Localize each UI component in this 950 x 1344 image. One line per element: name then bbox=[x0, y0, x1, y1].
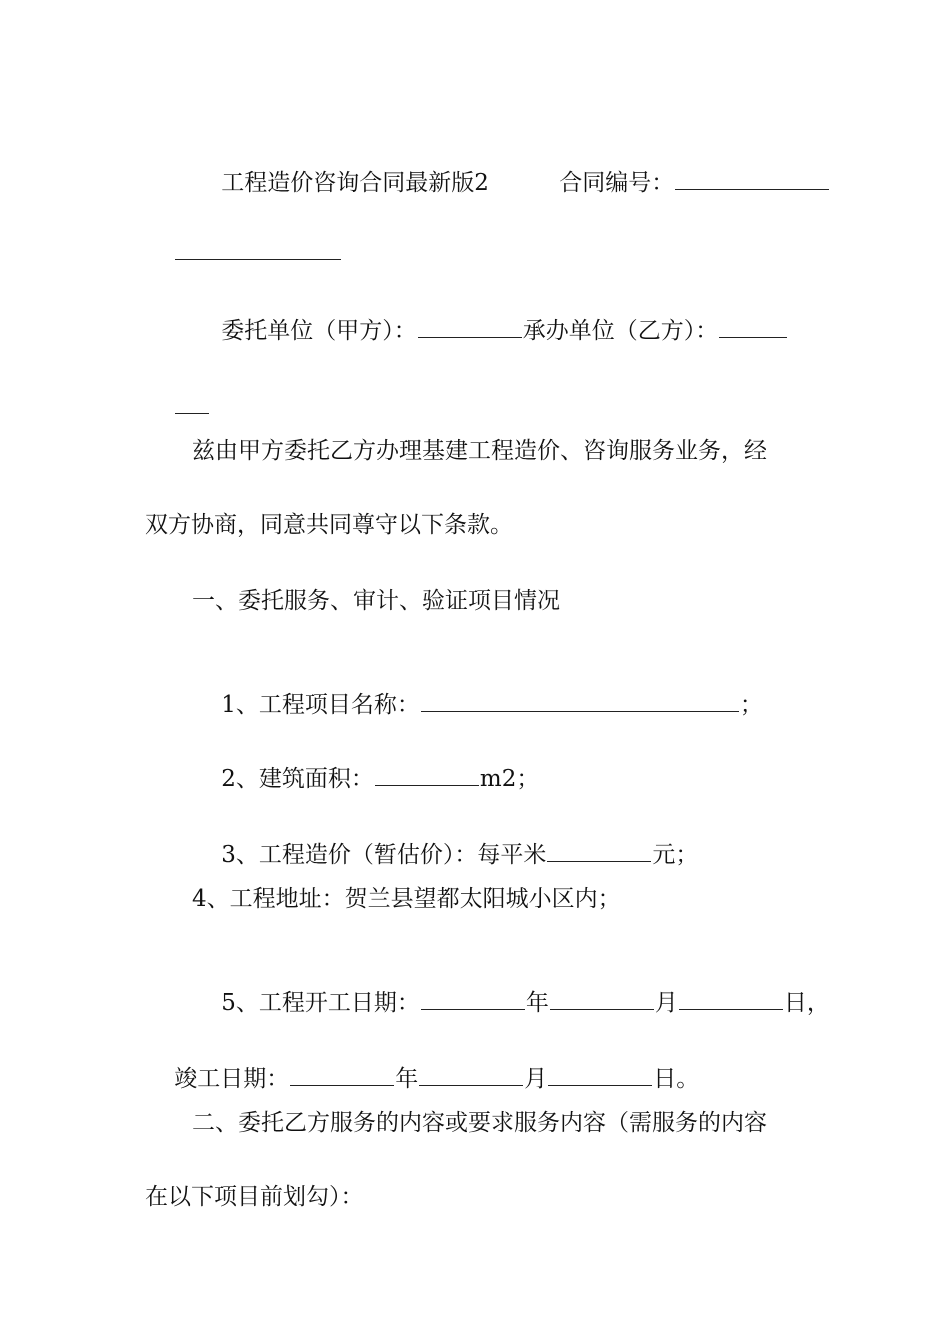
end-day-blank bbox=[548, 1065, 652, 1086]
contract-no-label: 合同编号： bbox=[559, 170, 675, 196]
contractor-blank bbox=[719, 317, 787, 338]
intro-line-1: 兹由甲方委托乙方办理基建工程造价、咨询服务业务，经 bbox=[192, 438, 767, 464]
item-2-line bbox=[192, 734, 540, 792]
client-blank bbox=[418, 317, 522, 338]
section-1-heading: 一、委托服务、审计、验证项目情况 bbox=[192, 588, 560, 614]
end-day-label: 日。 bbox=[653, 1066, 700, 1092]
item-3-line bbox=[192, 810, 699, 868]
contract-no-line bbox=[530, 138, 830, 196]
client-label: 委托单位（甲方）： bbox=[221, 318, 417, 344]
completion-line bbox=[145, 1034, 700, 1092]
contract-no-blank bbox=[675, 169, 829, 190]
section-2-line-2: 在以下项目前划勾）： bbox=[145, 1184, 364, 1210]
title-line bbox=[192, 138, 489, 196]
completion-label: 竣工日期： bbox=[174, 1066, 290, 1092]
area-blank bbox=[375, 765, 479, 786]
contract-no-continuation bbox=[145, 208, 342, 238]
start-year-blank bbox=[421, 989, 525, 1010]
end-month-blank bbox=[419, 1065, 523, 1086]
contractor-label: 承办单位（乙方）： bbox=[522, 318, 719, 344]
contractor-blank-continuation bbox=[145, 362, 210, 392]
project-name-blank bbox=[421, 691, 739, 712]
item-3-unit: 元； bbox=[652, 842, 699, 868]
start-year-label: 年 bbox=[525, 990, 549, 1016]
item-3-label: 3、工程造价（暂估价）：每平米 bbox=[221, 842, 547, 868]
parties-line bbox=[192, 286, 788, 344]
item-5-line bbox=[192, 958, 830, 1016]
item-2-unit: m2； bbox=[479, 766, 540, 792]
contract-no-blank-cont bbox=[175, 239, 341, 260]
item-1-end: ； bbox=[739, 692, 763, 718]
contractor-blank-cont bbox=[175, 393, 209, 414]
price-blank bbox=[547, 841, 651, 862]
start-day-blank bbox=[679, 989, 783, 1010]
item-2-label: 2、建筑面积： bbox=[221, 766, 374, 792]
end-month-label: 月 bbox=[524, 1066, 548, 1092]
item-5-label: 5、工程开工日期： bbox=[221, 990, 420, 1016]
item-1-line bbox=[192, 660, 763, 718]
start-month-label: 月 bbox=[654, 990, 678, 1016]
item-1-label: 1、工程项目名称： bbox=[221, 692, 420, 718]
document-title: 工程造价咨询合同最新版2 bbox=[221, 170, 489, 196]
end-year-label: 年 bbox=[395, 1066, 419, 1092]
item-4-line: 4、工程地址：贺兰县望都太阳城小区内； bbox=[192, 886, 621, 912]
section-2-line-1: 二、委托乙方服务的内容或要求服务内容（需服务的内容 bbox=[192, 1110, 767, 1136]
start-day-label: 日， bbox=[783, 990, 830, 1016]
end-year-blank bbox=[290, 1065, 394, 1086]
intro-line-2: 双方协商，同意共同尊守以下条款。 bbox=[145, 512, 513, 538]
start-month-blank bbox=[550, 989, 654, 1010]
